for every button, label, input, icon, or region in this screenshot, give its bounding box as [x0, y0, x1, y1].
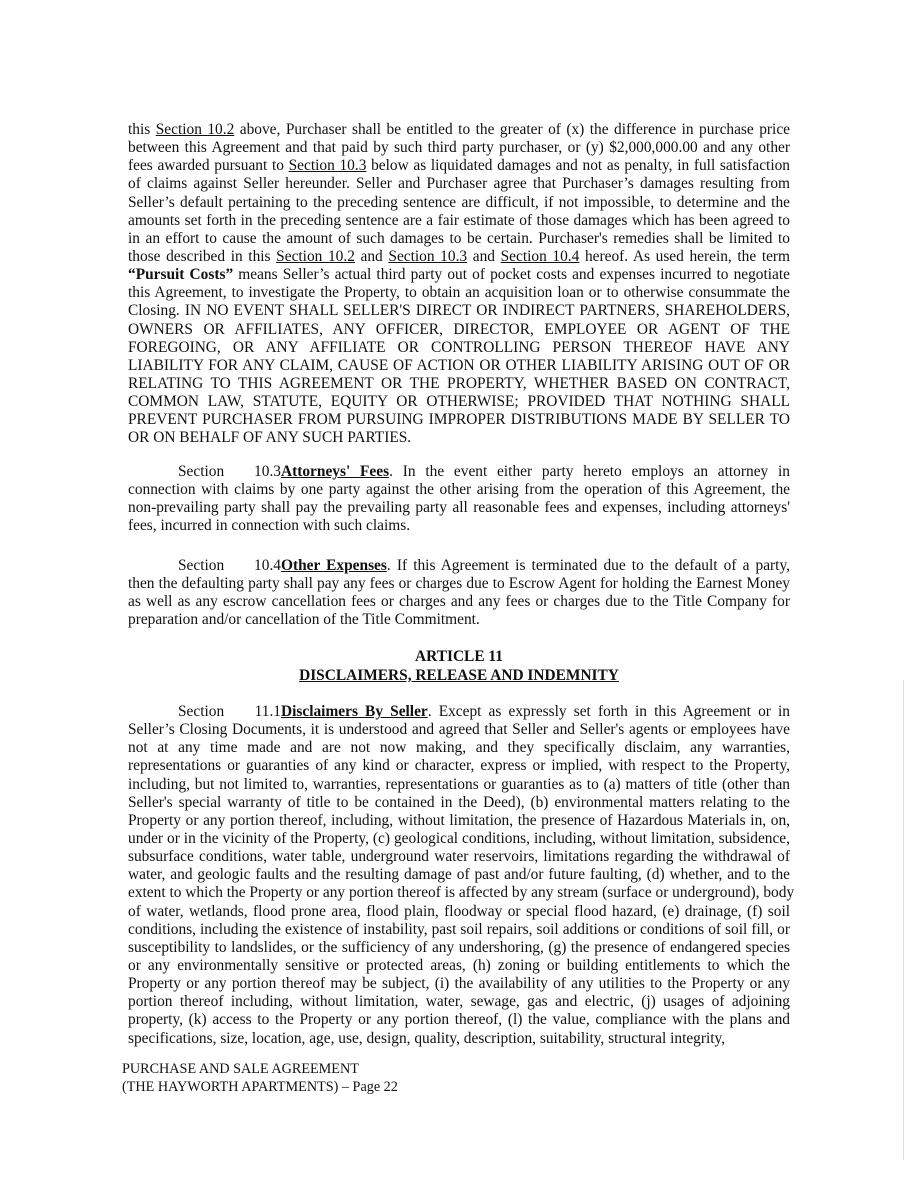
text-run: between this Agreement and that paid by such third party purchaser, or (y) $2,000,000.00 and any other — [128, 139, 790, 157]
article-number: ARTICLE 11 — [415, 648, 503, 665]
text-line — [128, 776, 790, 794]
text-run: property, (k) access to the Property or any portion thereof, (l) the value, compliance with the plans and — [128, 1011, 790, 1029]
footer-agreement-title: PURCHASE AND SALE AGREEMENT — [122, 1061, 359, 1077]
text-line — [128, 375, 790, 393]
text-line — [128, 357, 790, 375]
text-run: Property or any portion thereof, including, without limitation, the presence of Hazardous Materials in, on, — [128, 811, 790, 829]
section-heading: Attorneys' Fees — [281, 463, 390, 480]
text-line — [128, 230, 790, 248]
text-run: below as liquidated damages and not as penalty, in full satisfaction — [366, 157, 790, 175]
text-run: those described in this — [128, 247, 277, 265]
text-line — [128, 939, 790, 957]
text-run: water, and geologic faults and the resulting damage of past and/or future faulting, (d) whether, and to the — [128, 866, 790, 884]
text-run: of water, wetlands, flood prone area, flood plain, floodway or special flood hazard, (e) drainage, (f) soil — [128, 902, 790, 920]
text-run: preparation and/or cancellation of the Title Commitment. — [128, 611, 480, 629]
section-reference: Section 10.3 — [288, 157, 367, 175]
text-run: PREVENT PURCHASER FROM PURSUING IMPROPER DISTRIBUTIONS MADE BY SELLER TO — [128, 411, 790, 429]
text-line — [128, 411, 790, 429]
section-reference: Section 10.4 — [500, 247, 580, 265]
text-run: FOREGOING, OR ANY AFFILIATE OR CONTROLLING PERSON THEREOF HAVE ANY — [128, 338, 790, 356]
article-title — [128, 666, 790, 685]
text-run: Seller’s Closing Documents, it is understood and agreed that Seller and Seller's agents or employees have — [128, 721, 790, 739]
text-run: hereof. As used herein, the term — [579, 247, 791, 265]
text-line — [128, 866, 790, 884]
text-run: Closing. IN NO EVENT SHALL SELLER'S DIRECT OR INDIRECT PARTNERS, SHAREHOLDERS, — [128, 302, 790, 320]
text-line — [128, 284, 790, 302]
section-heading: Other Expenses — [281, 557, 387, 574]
section-number: Section 11.1 — [178, 703, 281, 720]
section-reference: Section 10.2 — [155, 121, 235, 138]
article-title-text: DISCLAIMERS, RELEASE AND INDEMNITY — [299, 667, 619, 684]
text-run: connection with claims by one party against the other arising from the operation of this Agreement, the — [128, 481, 790, 499]
text-line — [128, 121, 790, 139]
text-line — [128, 739, 790, 757]
text-line — [128, 757, 790, 775]
section-reference: Section 10.3 — [388, 247, 468, 265]
text-line — [128, 339, 790, 357]
text-line — [128, 194, 790, 212]
section-number: Section 10.4 — [178, 557, 281, 574]
paragraph-section-10-3 — [128, 463, 790, 536]
text-run: under or in the vicinity of the Property, (c) geological conditions, including, without limitation, subsidence, — [128, 829, 790, 847]
text-run: . In the event either party hereto employs an attorney in — [389, 463, 790, 480]
text-line — [128, 921, 790, 939]
scan-edge-line — [903, 680, 904, 1160]
text-run: RELATING TO THIS AGREEMENT OR THE PROPERTY, WHETHER BASED ON CONTRACT, — [128, 374, 790, 392]
text-line — [128, 499, 790, 517]
paragraph-section-11-1 — [128, 703, 795, 1048]
text-run: then the defaulting party shall pay any fees or charges due to Escrow Agent for holding the Earnest Money — [128, 575, 790, 593]
text-line — [128, 993, 790, 1011]
text-run: OWNERS OR AFFILIATES, ANY OFFICER, DIRECTOR, EMPLOYEE OR AGENT OF THE — [128, 320, 790, 338]
text-run: this Agreement, to investigate the Property, to obtain an acquisition loan or to otherwise consummate the — [128, 284, 790, 302]
text-run: subsurface conditions, water table, underground water reservoirs, limitations regarding the withdrawal of — [128, 848, 790, 866]
text-run: this — [128, 121, 156, 138]
text-run: conditions, including the existence of instability, past soil repairs, soil additions or conditions of soil fill, or — [128, 920, 790, 938]
text-line — [128, 302, 790, 320]
text-line — [128, 557, 790, 575]
text-run: Seller’s default pertaining to the preceding sentence are difficult, if not impossible, to determine and the — [128, 193, 790, 211]
text-line — [128, 139, 790, 157]
text-run: fees awarded pursuant to — [128, 157, 289, 175]
text-run: not at any time made and are not now making, and they specifically disclaim, any warranties, — [128, 739, 790, 757]
text-run: or any environmentally sensitive or protected areas, (h) zoning or building entitlements to which the — [128, 956, 790, 974]
text-line — [128, 794, 790, 812]
text-line — [128, 266, 790, 284]
text-line — [128, 721, 790, 739]
text-run: in an effort to cause the amount of such damages to be certain. Purchaser's remedies shall be limited to — [128, 229, 790, 247]
text-run: of claims against Seller hereunder. Seller and Purchaser agree that Purchaser’s damages resulting from — [128, 175, 790, 193]
text-line — [128, 1030, 790, 1048]
text-line — [128, 463, 790, 481]
text-line — [128, 321, 790, 339]
text-line — [128, 903, 790, 921]
text-run: fees, incurred in connection with such claims. — [128, 517, 411, 535]
paragraph-section-10-2-continued — [128, 121, 790, 448]
text-line — [128, 429, 790, 447]
text-line — [128, 593, 790, 611]
text-line — [128, 212, 790, 230]
text-run: including, but not limited to, warranties, representations or guaranties as to (a) matters of title (other than — [128, 775, 790, 793]
text-line — [128, 175, 790, 193]
text-run: OR ON BEHALF OF ANY SUCH PARTIES. — [128, 429, 412, 447]
text-run: above, Purchaser shall be entitled to the greater of (x) the difference in purchase price — [234, 121, 790, 138]
text-run: extent to which the Property or any portion thereof is affected by any stream (surface or underground), body — [128, 884, 795, 902]
page-footer — [122, 1060, 398, 1096]
text-line — [128, 575, 790, 593]
text-line — [128, 957, 790, 975]
text-run: . If this Agreement is terminated due to the default of a party, — [386, 557, 790, 574]
text-line — [128, 884, 795, 902]
defined-term: “Pursuit Costs” — [128, 266, 234, 284]
text-run: amounts set forth in the preceding sentence are a fair estimate of those damages which has been agreed to — [128, 211, 790, 229]
section-heading: Disclaimers By Seller — [281, 703, 428, 720]
text-line — [128, 393, 790, 411]
section-reference: Section 10.2 — [276, 247, 355, 265]
text-run: susceptibility to landslides, or the sufficiency of any undershoring, (g) the presence of endangered species — [128, 938, 790, 956]
text-run: and — [467, 247, 501, 265]
paragraph-section-10-4 — [128, 557, 790, 630]
text-line — [128, 517, 790, 535]
text-line — [128, 830, 790, 848]
text-line — [128, 703, 790, 721]
text-run: COMMON LAW, STATUTE, EQUITY OR OTHERWISE; PROVIDED THAT NOTHING SHALL — [128, 393, 790, 411]
footer-property-page: (THE HAYWORTH APARTMENTS) – Page 22 — [122, 1079, 398, 1095]
text-run: representations or guaranties of any kind or character, express or implied, with respect to the Property, — [128, 757, 790, 775]
text-run: non-prevailing party shall pay the prevailing party all reasonable fees and expenses, including attorneys' — [128, 499, 790, 517]
text-run: specifications, size, location, age, use, design, quality, description, suitability, structural integrity, — [128, 1029, 726, 1047]
text-run: Property or any portion thereof may be subject, (i) the availability of any utilities to the Property or any — [128, 975, 790, 993]
text-line — [128, 157, 790, 175]
text-line — [128, 1011, 790, 1029]
text-run: LIABILITY FOR ANY CLAIM, CAUSE OF ACTION OR OTHER LIABILITY ARISING OUT OF OR — [128, 356, 790, 374]
text-run: portion thereof including, without limitation, water, sewage, gas and electric, (j) usages of adjoining — [128, 993, 790, 1011]
text-line — [128, 812, 790, 830]
text-run: and — [354, 247, 389, 265]
text-run: means Seller’s actual third party out of pocket costs and expenses incurred to negotiate — [233, 266, 790, 284]
section-number: Section 10.3 — [178, 463, 281, 480]
text-line — [128, 611, 790, 629]
text-line — [128, 481, 790, 499]
text-run: . Except as expressly set forth in this Agreement or in — [427, 703, 790, 720]
text-run: Seller's special warranty of title to be contained in the Deed), (b) environmental matters relating to the — [128, 793, 790, 811]
text-line — [128, 248, 790, 266]
text-line — [128, 975, 790, 993]
text-line — [128, 848, 790, 866]
text-run: as well as any escrow cancellation fees or charges and any fees or charges due to the Title Company for — [128, 593, 790, 611]
